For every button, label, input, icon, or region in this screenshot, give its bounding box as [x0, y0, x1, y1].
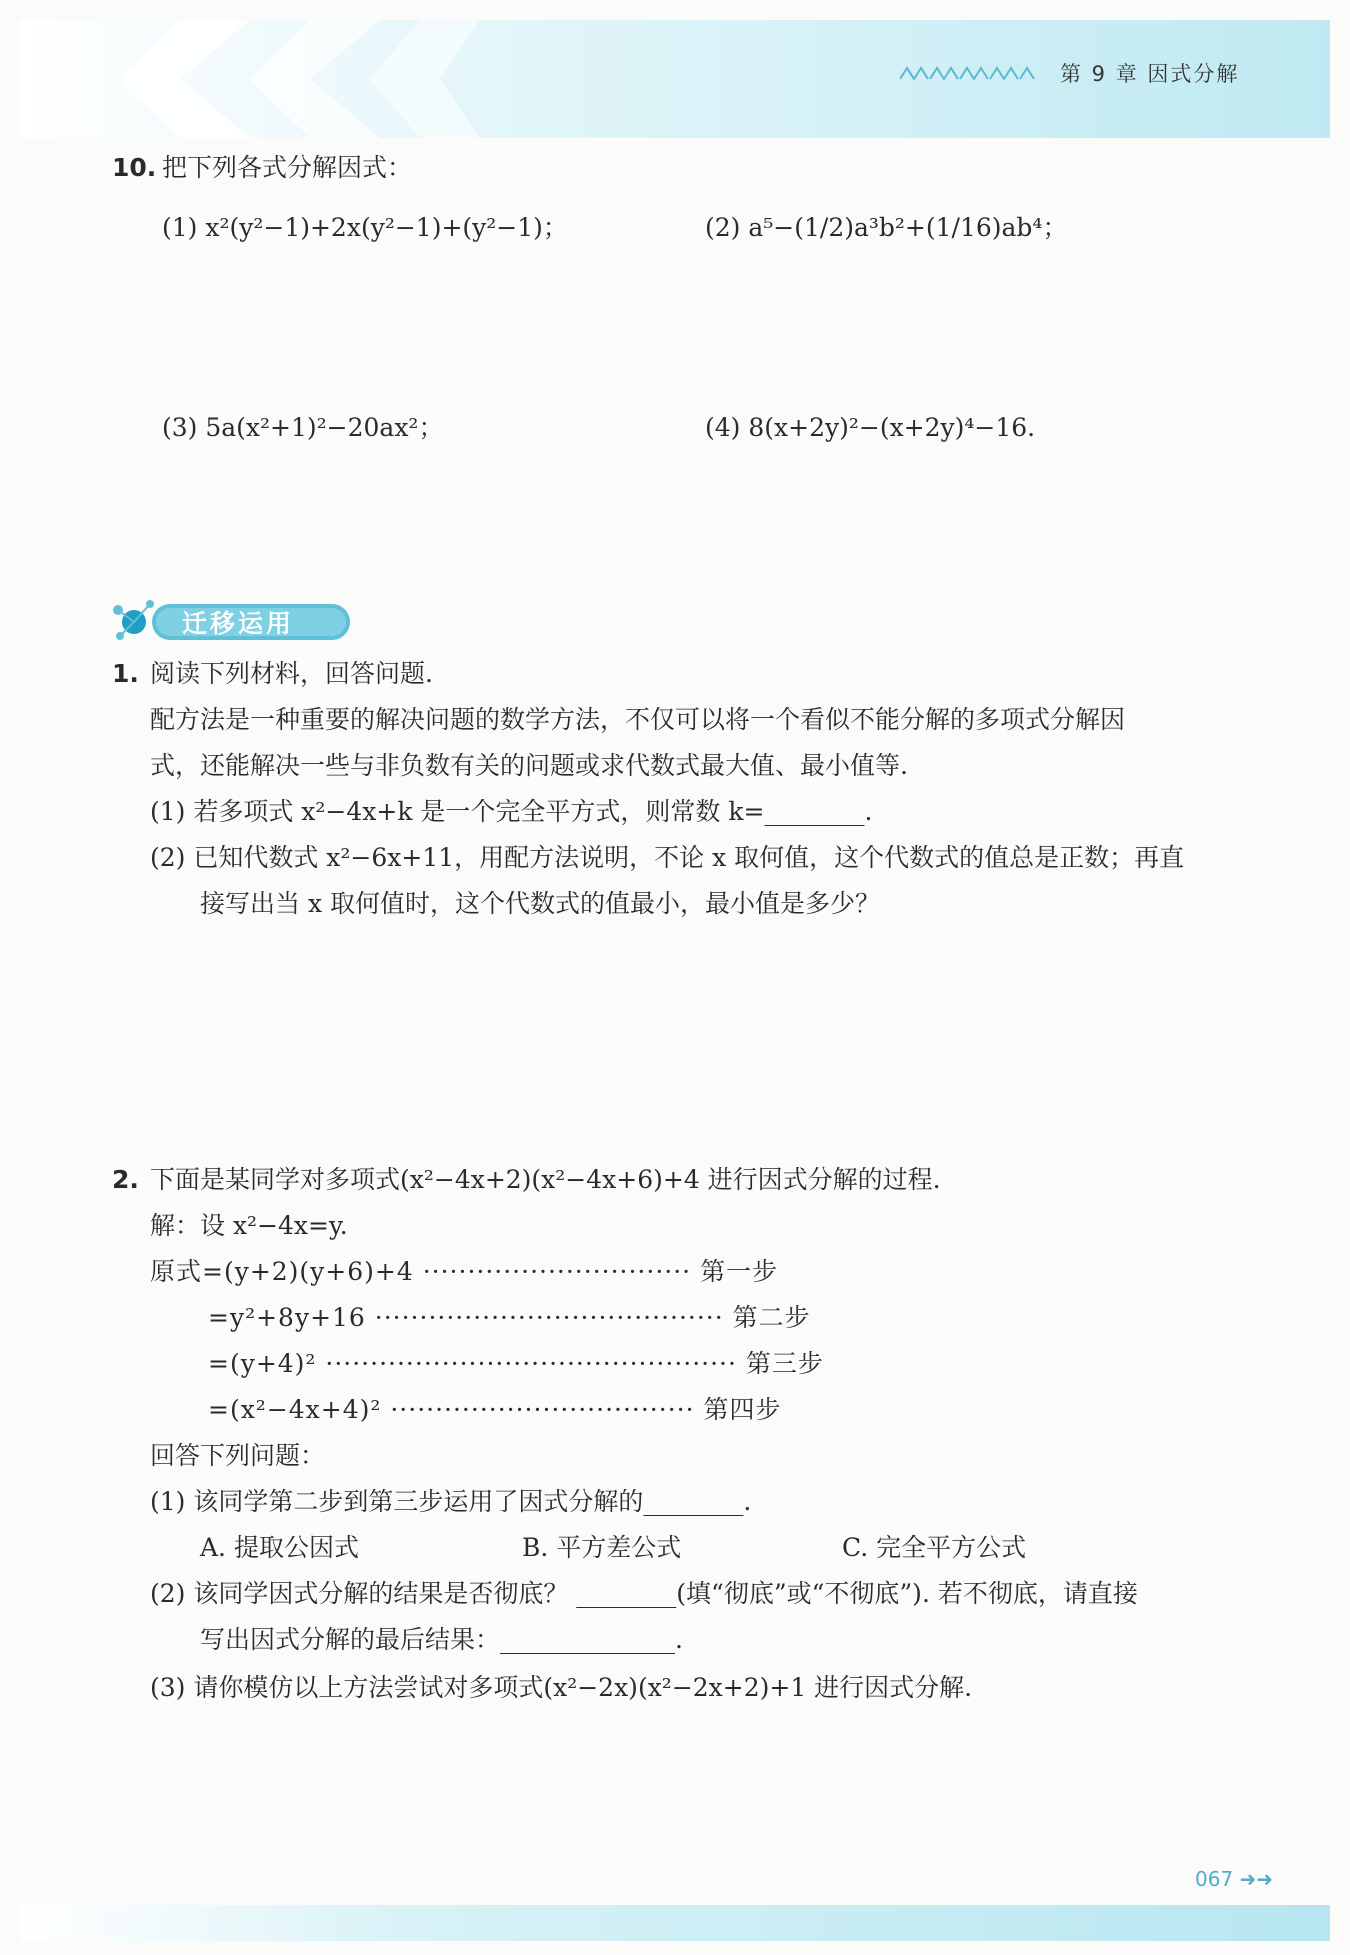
page-number-value: 067	[1195, 1867, 1234, 1891]
arrow-icon: ➜➜	[1239, 1867, 1274, 1891]
q1-material-line-2: 式，还能解决一些与非负数有关的问题或求代数式最大值、最小值等.	[150, 751, 908, 780]
section-badge-label: 迁移运用	[182, 609, 295, 638]
q2-stem: 下面是某同学对多项式(x²−4x+2)(x²−4x+6)+4 进行因式分解的过程.	[150, 1165, 941, 1194]
triangle-pattern-icon	[900, 66, 1040, 80]
page-number	[1195, 1867, 1273, 1891]
q1-material-line-1: 配方法是一种重要的解决问题的数学方法，不仅可以将一个看似不能分解的多项式分解因	[150, 705, 1126, 734]
q2-option-a: A. 提取公因式	[200, 1533, 359, 1562]
q1-part-2-line-1: (2) 已知代数式 x²−6x+11，用配方法说明，不论 x 取何值，这个代数式的值总是正数；再直	[150, 843, 1185, 872]
q2-step-2: =y²+8y+16 ······································· 第二步	[208, 1303, 811, 1332]
q2-option-b: B. 平方差公式	[522, 1533, 682, 1562]
q10-part-4: (4) 8(x+2y)²−(x+2y)⁴−16.	[705, 413, 1036, 442]
q2-step-3: =(y+4)² ·············································· 第三步	[208, 1349, 824, 1378]
q2-part-2-line-2: 写出因式分解的最后结果：______________.	[200, 1625, 683, 1654]
q10-part-3: (3) 5a(x²+1)²−20ax²；	[162, 413, 444, 442]
q2-step-1: 原式=(y+2)(y+6)+4 ······························ 第一步	[150, 1257, 779, 1286]
q2-part-3: (3) 请你模仿以上方法尝试对多项式(x²−2x)(x²−2x+2)+1 进行因式分解.	[150, 1673, 973, 1702]
q10-stem: 把下列各式分解因式：	[162, 153, 413, 182]
q10-number: 10.	[112, 153, 157, 182]
q2-number: 2.	[112, 1165, 139, 1194]
chevron-decoration-icon	[120, 20, 480, 138]
q1-stem: 阅读下列材料，回答问题.	[150, 659, 433, 688]
q2-answer-lead: 回答下列问题：	[150, 1441, 326, 1470]
footer-band	[20, 1905, 1330, 1941]
q2-option-c: C. 完全平方公式	[842, 1533, 1027, 1562]
q1-number: 1.	[112, 659, 139, 688]
q2-step-4: =(x²−4x+4)² ·································· 第四步	[208, 1395, 782, 1424]
q2-part-1: (1) 该同学第二步到第三步运用了因式分解的________.	[150, 1487, 752, 1516]
q1-part-1: (1) 若多项式 x²−4x+k 是一个完全平方式，则常数 k=________.	[150, 797, 873, 826]
q1-part-2-line-2: 接写出当 x 取何值时，这个代数式的值最小，最小值是多少？	[200, 889, 880, 918]
q10-part-1: (1) x²(y²−1)+2x(y²−1)+(y²−1)；	[162, 213, 568, 242]
q10-part-2: (2) a⁵−(1/2)a³b²+(1/16)ab⁴；	[705, 213, 1068, 242]
chapter-title: 第 9 章 因式分解	[1060, 62, 1240, 86]
q2-solution-setup: 解：设 x²−4x=y.	[150, 1211, 348, 1240]
q2-part-2-line-1: (2) 该同学因式分解的结果是否彻底？ ________(填“彻底”或“不彻底”). 若不彻底，请直接	[150, 1579, 1138, 1608]
